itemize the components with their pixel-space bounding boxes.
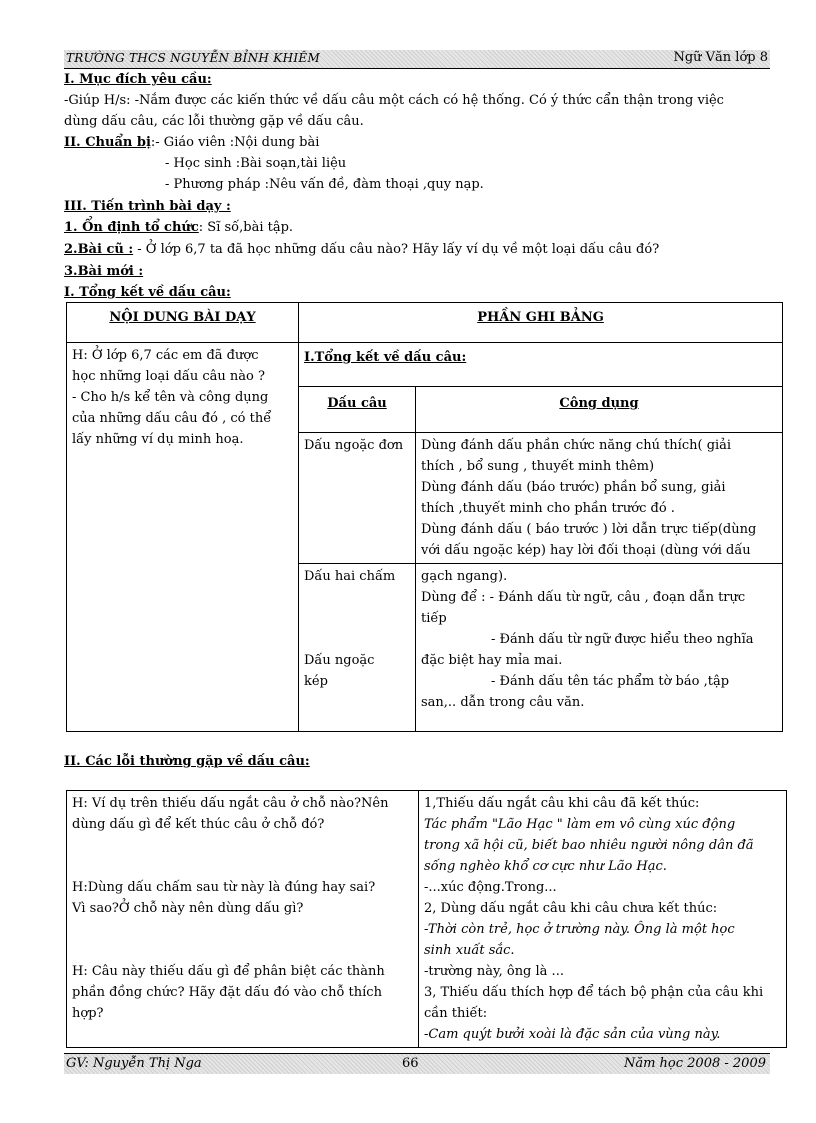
question-line: dùng dấu gì để kết thúc câu ở chỗ đó? xyxy=(72,817,325,832)
step2-row xyxy=(64,240,659,260)
left-line: H: Ở lớp 6,7 các em đã được xyxy=(72,348,259,363)
mark-parentheses: Dấu ngoặc đơn xyxy=(299,433,416,564)
page-header xyxy=(64,50,770,69)
left-line: học những loại dấu câu nào ? xyxy=(72,369,265,384)
use-line: đặc biệt hay mỉa mai. xyxy=(421,653,563,668)
error-answers-cell xyxy=(419,791,787,1048)
page-footer xyxy=(64,1053,770,1074)
step1-row xyxy=(64,218,293,238)
teacher-questions-cell xyxy=(67,343,299,732)
section-ii-heading: II. Chuẩn bị xyxy=(64,135,151,150)
left-line: - Cho h/s kể tên và công dụng xyxy=(72,390,269,405)
step2-label: 2.Bài cũ : xyxy=(64,242,134,257)
answer-line: -trường này, ông là ... xyxy=(424,964,564,979)
school-name: TRƯỜNG THCS NGUYỄN BỈNH KHIÊM xyxy=(66,51,321,65)
question-line: Vì sao?Ở chỗ này nên dùng dấu gì? xyxy=(72,901,304,916)
use-line: tiếp xyxy=(421,611,447,626)
mark-colon: Dấu hai chấm xyxy=(304,569,396,584)
answer-line: -...xúc động.Trong... xyxy=(424,880,557,895)
section-ii-student: - Học sinh :Bài soạn,tài liệu xyxy=(165,156,347,171)
lesson-table xyxy=(66,302,783,732)
subject-label: Ngữ Văn lớp 8 xyxy=(673,50,768,65)
section-ii-teacher: :- Giáo viên :Nội dung bài xyxy=(150,135,320,150)
left-line: của những dấu câu đó , có thể xyxy=(72,411,272,426)
section-ii-row xyxy=(64,133,319,153)
use-line: Dùng đánh dấu ( báo trước ) lời dẫn trực tiếp(dùng xyxy=(421,522,757,537)
mark-colon-quotes-cell xyxy=(299,564,416,732)
answer-example: Tác phẩm "Lão Hạc " làm em vô cùng xúc động xyxy=(424,817,736,832)
answer-line: cần thiết: xyxy=(424,1006,488,1021)
use-line: gạch ngang). xyxy=(421,569,508,584)
step3-label: 3.Bài mới : xyxy=(64,264,144,279)
col-header-content: NỘI DUNG BÀI DẠY xyxy=(67,303,299,343)
sub-header-mark: Dấu câu xyxy=(299,387,416,433)
step1-label: 1. Ổn định tổ chức xyxy=(64,220,199,235)
step2-text: - Ở lớp 6,7 ta đã học những dấu câu nào? Hãy lấy ví dụ về một loại dấu câu đó? xyxy=(133,242,660,257)
answer-example: sống nghèo khổ cơ cực như Lão Hạc. xyxy=(424,859,667,874)
question-line: H: Ví dụ trên thiếu dấu ngắt câu ở chỗ nào?Nên xyxy=(72,796,389,811)
answer-line: 1,Thiếu dấu ngắt câu khi câu đã kết thúc: xyxy=(424,796,700,811)
use-line: san,.. dẫn trong câu văn. xyxy=(421,695,585,710)
use-line: Dùng đánh dấu (báo trước) phần bổ sung, giải xyxy=(421,480,726,495)
errors-table xyxy=(66,790,787,1048)
section-i-line2: dùng dấu câu, các lỗi thường gặp về dấu câu. xyxy=(64,114,364,129)
answer-line: 3, Thiếu dấu thích hợp để tách bộ phận của câu khi xyxy=(424,985,764,1000)
question-line: phần đồng chức? Hãy đặt dấu đó vào chỗ thích xyxy=(72,985,382,1000)
page-number: 66 xyxy=(402,1056,419,1071)
left-line: lấy những ví dụ minh hoạ. xyxy=(72,432,244,447)
section-i-line1: -Giúp H/s: -Nắm được các kiến thức về dấu câu một cách có hệ thống. Có ý thức cẩn thận trong việc xyxy=(64,93,724,108)
use-line: - Đánh dấu từ ngữ được hiểu theo nghĩa xyxy=(491,632,754,647)
error-questions-cell xyxy=(67,791,419,1048)
answer-example: -Thời còn trẻ, học ở trường này. Ông là một học xyxy=(424,922,735,937)
use-line: Dùng để : - Đánh dấu từ ngữ, câu , đoạn dẫn trực xyxy=(421,590,746,605)
section-i-heading: I. Mục đích yêu cầu: xyxy=(64,72,212,87)
use-line: với dấu ngoặc kép) hay lời đối thoại (dùng với dấu xyxy=(421,543,751,558)
section-ii-method: - Phương pháp :Nêu vấn đề, đàm thoại ,quy nạp. xyxy=(165,177,484,192)
mark-quotes-line: Dấu ngoặc xyxy=(304,653,375,668)
part2-heading: II. Các lỗi thường gặp về dấu câu: xyxy=(64,754,310,769)
use-line: - Đánh dấu tên tác phẩm tờ báo ,tập xyxy=(491,674,730,689)
school-year: Năm học 2008 - 2009 xyxy=(623,1056,766,1071)
col-header-board: PHẦN GHI BẢNG xyxy=(299,303,783,343)
use-line: thích ,thuyết minh cho phần trước đó . xyxy=(421,501,675,516)
answer-example: trong xã hội cũ, biết bao nhiêu người nông dân đã xyxy=(424,838,754,853)
step1-text: : Sĩ số,bài tập. xyxy=(198,220,294,235)
answer-line: 2, Dùng dấu ngắt câu khi câu chưa kết thúc: xyxy=(424,901,718,916)
sub-header-use: Công dụng xyxy=(416,387,783,433)
question-line: H: Câu này thiếu dấu gì để phân biệt các thành xyxy=(72,964,385,979)
use-parentheses-cell xyxy=(416,433,783,564)
question-line: H:Dùng dấu chấm sau từ này là đúng hay sai? xyxy=(72,880,376,895)
answer-example: -Cam quýt bưởi xoài là đặc sản của vùng này. xyxy=(424,1027,721,1042)
mark-quotes-line: kép xyxy=(304,674,328,689)
part1-heading: I. Tổng kết về dấu câu: xyxy=(64,285,231,300)
answer-example: sinh xuất sắc. xyxy=(424,943,515,958)
section-iii-heading: III. Tiến trình bài dạy : xyxy=(64,199,231,214)
use-line: thích , bổ sung , thuyết minh thêm) xyxy=(421,459,655,474)
question-line: hợp? xyxy=(72,1006,104,1021)
teacher-name: GV: Nguyễn Thị Nga xyxy=(66,1056,202,1071)
summary-subtitle: I.Tổng kết về dấu câu: xyxy=(299,343,783,387)
use-colon-quotes-cell xyxy=(416,564,783,732)
use-line: Dùng đánh dấu phần chức năng chú thích( giải xyxy=(421,438,732,453)
